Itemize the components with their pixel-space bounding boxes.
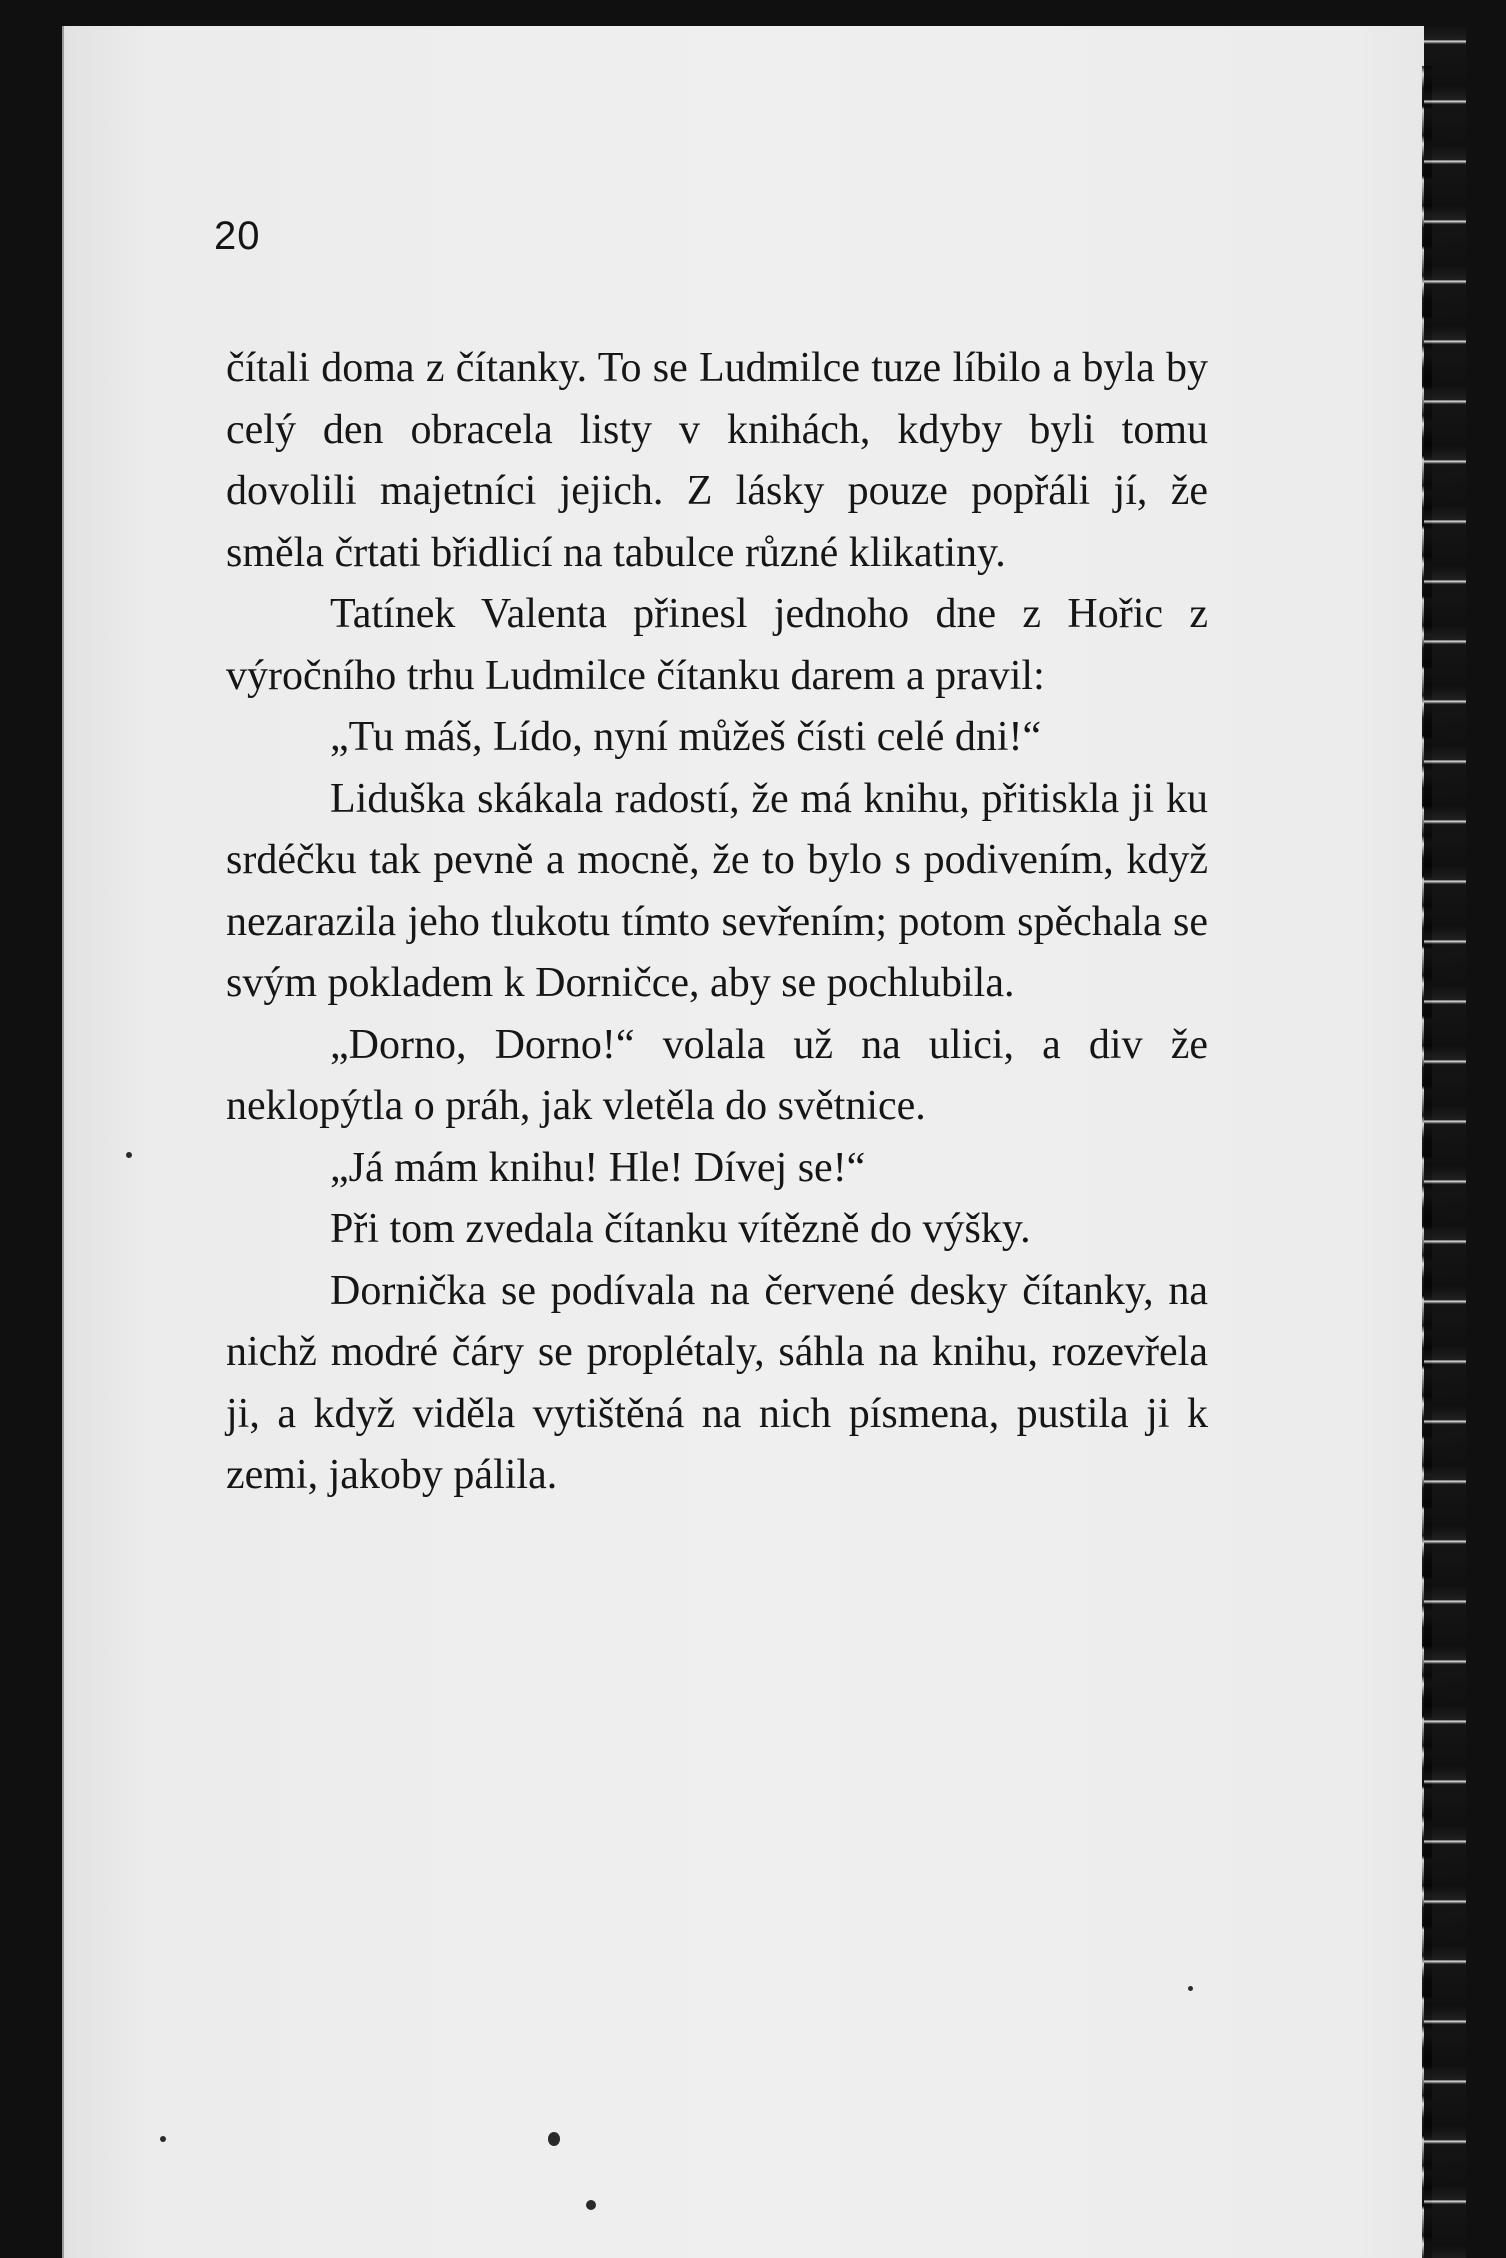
paragraph-7: Při tom zvedala čítanku vítězně do výšky. <box>330 1206 1031 1252</box>
paragraph-5: „Dorno, Dorno!“ volala už na ulici, a div že neklopýtla o práh, jak vletěla do světnice. <box>226 1021 1208 1129</box>
print-speck <box>160 2136 166 2142</box>
paragraph-8: Dornička se podívala na červené desky čítanky, na nichž modré čáry se proplétaly, sáhla na knihu, rozevřela ji, a když viděla vytištěná na nich písmena, pustila ji k zemi, jakoby pálila. <box>226 1267 1208 1498</box>
print-speck <box>586 2200 596 2210</box>
paragraph-3: „Tu máš, Lído, nyní můžeš čísti celé dni!“ <box>330 714 1042 760</box>
paragraph-4: Liduška skákala radostí, že má knihu, přitiskla ji ku srdéčku tak pevně a mocně, že to bylo s podivením, když nezarazila jeho tlukotu tímto sevřením; potom spěchala se svým pokladem k Dorničce, aby se pochlubila. <box>226 775 1208 1006</box>
print-speck <box>1188 1986 1193 1991</box>
paragraph-1: čítali doma z čítanky. To se Ludmilce tuze líbilo a byla by celý den obracela listy v knihách, kdyby byli tomu dovolili majetníci jejich. Z lásky pouze popřáli jí, že směla črtati břidlicí na tabulce různé klikatiny. <box>226 345 1208 576</box>
body-text <box>226 338 1208 1507</box>
print-speck <box>126 1152 132 1158</box>
paragraph-2: Tatínek Valenta přinesl jednoho dne z Hořic z výročního trhu Ludmilce čítanku darem a pravil: <box>226 591 1208 699</box>
print-speck <box>548 2132 560 2146</box>
binding-gutter <box>1424 26 1466 2258</box>
page-number: 20 <box>214 214 261 258</box>
paragraph-6: „Já mám knihu! Hle! Dívej se!“ <box>330 1144 866 1191</box>
